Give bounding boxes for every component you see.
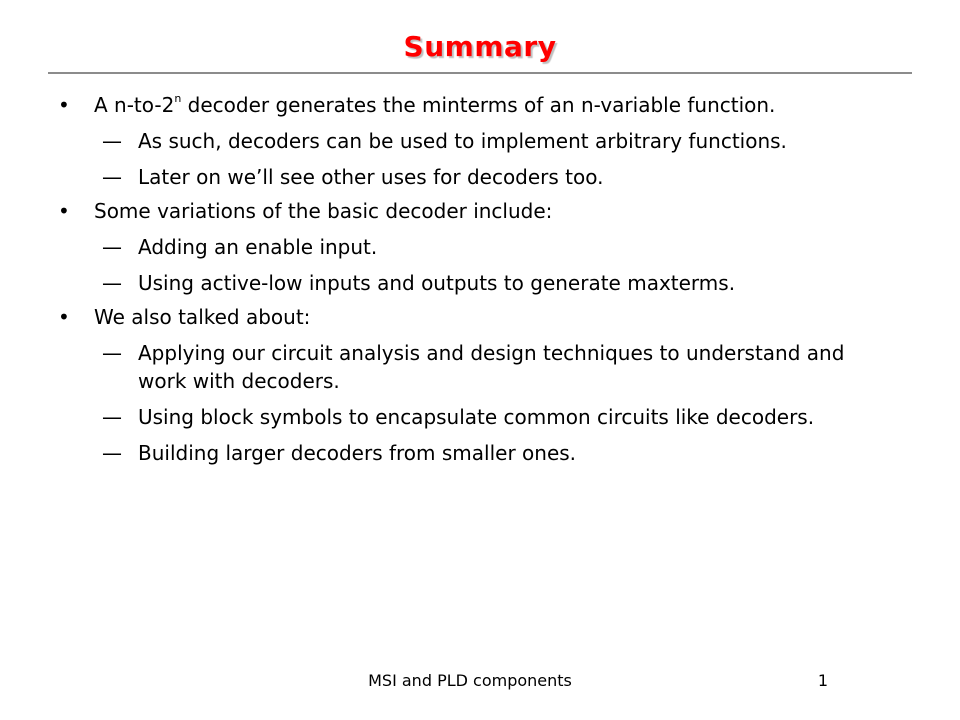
bullet-item — [58, 303, 898, 331]
sub-item-text: Applying our circuit analysis and design techniques to understand and work with decoders. — [138, 341, 845, 393]
page-number: 1 — [817, 671, 829, 690]
bullet-text: We also talked about: — [94, 305, 311, 329]
sub-item — [58, 127, 898, 155]
sub-item-text: Using active-low inputs and outputs to generate maxterms. — [138, 271, 736, 295]
dash-icon: — — [102, 235, 122, 259]
title-divider — [48, 72, 912, 74]
sub-item — [58, 439, 898, 467]
bullet-superscript: n — [174, 92, 182, 105]
sub-item — [58, 403, 898, 431]
sub-item — [58, 163, 898, 191]
bullet-icon: • — [58, 199, 70, 223]
slide-title: Summary — [403, 30, 557, 63]
dash-icon: — — [102, 341, 122, 365]
sub-item-text: Adding an enable input. — [138, 235, 378, 259]
sub-item-text: Building larger decoders from smaller ones. — [138, 441, 577, 465]
dash-icon: — — [102, 405, 122, 429]
sub-item-text: Using block symbols to encapsulate common circuits like decoders. — [138, 405, 815, 429]
dash-icon: — — [102, 129, 122, 153]
bullet-text-before: A n-to-2 — [94, 93, 175, 117]
bullet-item — [58, 197, 898, 225]
sub-item-text: As such, decoders can be used to implement arbitrary functions. — [138, 129, 787, 153]
dash-icon: — — [102, 441, 122, 465]
dash-icon: — — [102, 271, 122, 295]
dash-icon: — — [102, 165, 122, 189]
bullet-text-after: decoder generates the minterms of an n-variable function. — [181, 93, 776, 117]
bullet-text: Some variations of the basic decoder include: — [94, 199, 553, 223]
sub-item — [58, 233, 898, 261]
sub-item — [58, 339, 898, 395]
sub-item — [58, 269, 898, 297]
footer-label: MSI and PLD components — [368, 671, 572, 690]
slide-content — [58, 91, 898, 467]
sub-item-text: Later on we’ll see other uses for decoders too. — [138, 165, 604, 189]
bullet-item — [58, 91, 898, 119]
bullet-icon: • — [58, 305, 70, 329]
bullet-icon: • — [58, 93, 70, 117]
